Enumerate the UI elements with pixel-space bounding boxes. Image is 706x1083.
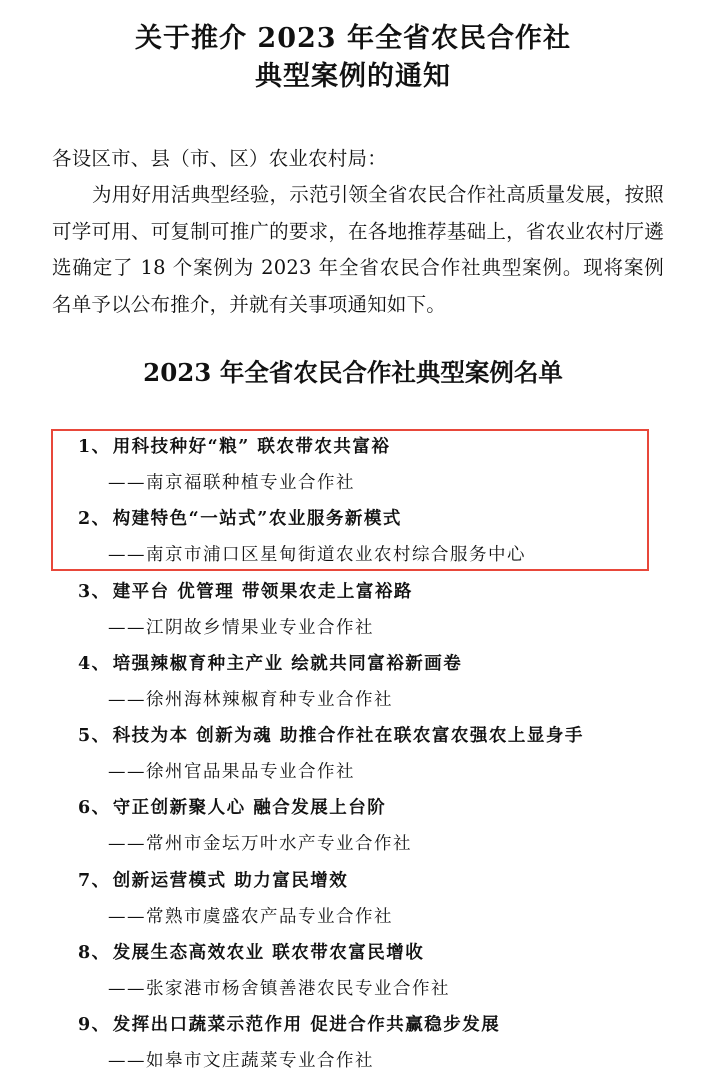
case-number: 2、 bbox=[78, 509, 111, 530]
case-number: 1、 bbox=[78, 437, 111, 457]
case-list bbox=[78, 432, 678, 1083]
document-title-line-1: 关于推介 2023 年全省农民合作社 bbox=[135, 23, 571, 54]
case-number: 7、 bbox=[78, 870, 111, 891]
case-number: 3、 bbox=[78, 581, 111, 602]
case-title-text: 发展生态高效农业 联农带农富民增收 bbox=[112, 943, 425, 964]
body-paragraph: 为用好用活典型经验，示范引领全省农民合作社高质量发展，按照可学可用、可复制可推广的要求，在各地推荐基础上，省农业农村厅遴选确定了 18 个案例为 2023 年全省农民合作社典型案例。现将案例名单予以公布推介，并就有关事项通知如下。 bbox=[52, 183, 664, 316]
case-title bbox=[78, 793, 386, 823]
case-title-text: 培强辣椒育种主产业 绘就共同富裕新画卷 bbox=[112, 653, 463, 674]
case-unit: ——徐州官品果品专业合作社 bbox=[108, 762, 355, 783]
case-number: 8、 bbox=[78, 943, 111, 964]
case-number: 6、 bbox=[78, 798, 111, 819]
document-title-line-2: 典型案例的通知 bbox=[255, 61, 451, 92]
case-unit: ——南京福联种植专业合作社 bbox=[108, 473, 355, 493]
list-item bbox=[78, 866, 678, 938]
case-title bbox=[78, 721, 584, 751]
case-title-text: 用科技种好“粮” 联农带农共富裕 bbox=[112, 437, 391, 457]
case-title-text: 创新运营模式 助力富民增效 bbox=[112, 870, 349, 891]
case-unit: ——徐州海林辣椒育种专业合作社 bbox=[108, 689, 393, 710]
case-number: 4、 bbox=[78, 653, 111, 674]
list-item bbox=[78, 793, 678, 865]
list-item bbox=[78, 938, 678, 1010]
case-title bbox=[78, 432, 390, 462]
case-title-text: 科技为本 创新为魂 助推合作社在联农富农强农上显身手 bbox=[112, 726, 584, 747]
case-title-text: 守正创新聚人心 融合发展上台阶 bbox=[112, 798, 387, 819]
case-unit: ——张家港市杨舍镇善港农民专业合作社 bbox=[108, 979, 450, 1000]
case-title-text: 发挥出口蔬菜示范作用 促进合作共赢稳步发展 bbox=[112, 1015, 501, 1036]
list-item bbox=[78, 649, 678, 721]
case-unit: ——江阴故乡情果业专业合作社 bbox=[108, 617, 374, 638]
case-title bbox=[78, 504, 402, 534]
case-title bbox=[78, 1010, 500, 1040]
case-title bbox=[78, 938, 424, 968]
case-unit: ——常熟市虞盛农产品专业合作社 bbox=[108, 906, 393, 927]
list-item bbox=[78, 1010, 678, 1082]
case-unit: ——如皋市文庄蔬菜专业合作社 bbox=[108, 1051, 374, 1072]
list-item bbox=[78, 432, 678, 504]
case-unit: ——南京市浦口区星甸街道农业农村综合服务中心 bbox=[108, 545, 526, 566]
case-title bbox=[78, 649, 462, 679]
list-item bbox=[78, 721, 678, 793]
salutation: 各设区市、县（市、区）农业农村局： bbox=[52, 147, 387, 170]
case-title bbox=[78, 577, 413, 607]
case-number: 9、 bbox=[78, 1015, 111, 1036]
case-title bbox=[78, 866, 348, 896]
case-title-text: 构建特色“一站式”农业服务新模式 bbox=[112, 509, 402, 530]
case-title-text: 建平台 优管理 带领果农走上富裕路 bbox=[112, 581, 413, 602]
case-list-title: 2023 年全省农民合作社典型案例名单 bbox=[143, 358, 563, 387]
list-item bbox=[78, 577, 678, 649]
case-unit: ——常州市金坛万叶水产专业合作社 bbox=[108, 834, 412, 855]
case-number: 5、 bbox=[78, 726, 111, 747]
list-item bbox=[78, 504, 678, 576]
